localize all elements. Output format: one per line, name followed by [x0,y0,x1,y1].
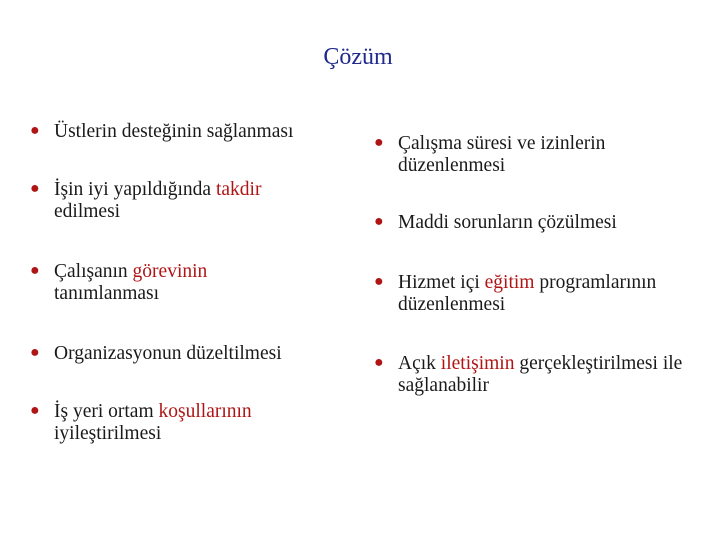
list-item: ● Maddi sorunların çözülmesi [374,212,617,233]
bullet-icon: ● [374,354,384,371]
list-item: ● İşin iyi yapıldığında takdir edilmesi [30,179,262,222]
bullet-icon: ● [30,180,40,197]
list-item: ● Organizasyonun düzeltilmesi [30,343,282,364]
bullet-icon: ● [374,273,384,290]
bullet-icon: ● [30,262,40,279]
list-item: ● Çalışanın görevinin tanımlanması [30,261,208,304]
list-item: ● Üstlerin desteğinin sağlanması [30,121,294,142]
list-item: ● Çalışma süresi ve izinlerin düzenlenmesi [374,133,606,176]
bullet-icon: ● [30,344,40,361]
slide-title: Çözüm [323,44,393,70]
list-item: ● Açık iletişimin gerçekleştirilmesi ile sağlanabilir [374,353,683,396]
bullet-icon: ● [374,134,384,151]
bullet-icon: ● [374,213,384,230]
bullet-icon: ● [30,122,40,139]
list-item: ● Hizmet içi eğitim programlarının düzenlenmesi [374,272,657,315]
bullet-icon: ● [30,402,40,419]
list-item: ● İş yeri ortam koşullarının iyileştirilmesi [30,401,252,444]
